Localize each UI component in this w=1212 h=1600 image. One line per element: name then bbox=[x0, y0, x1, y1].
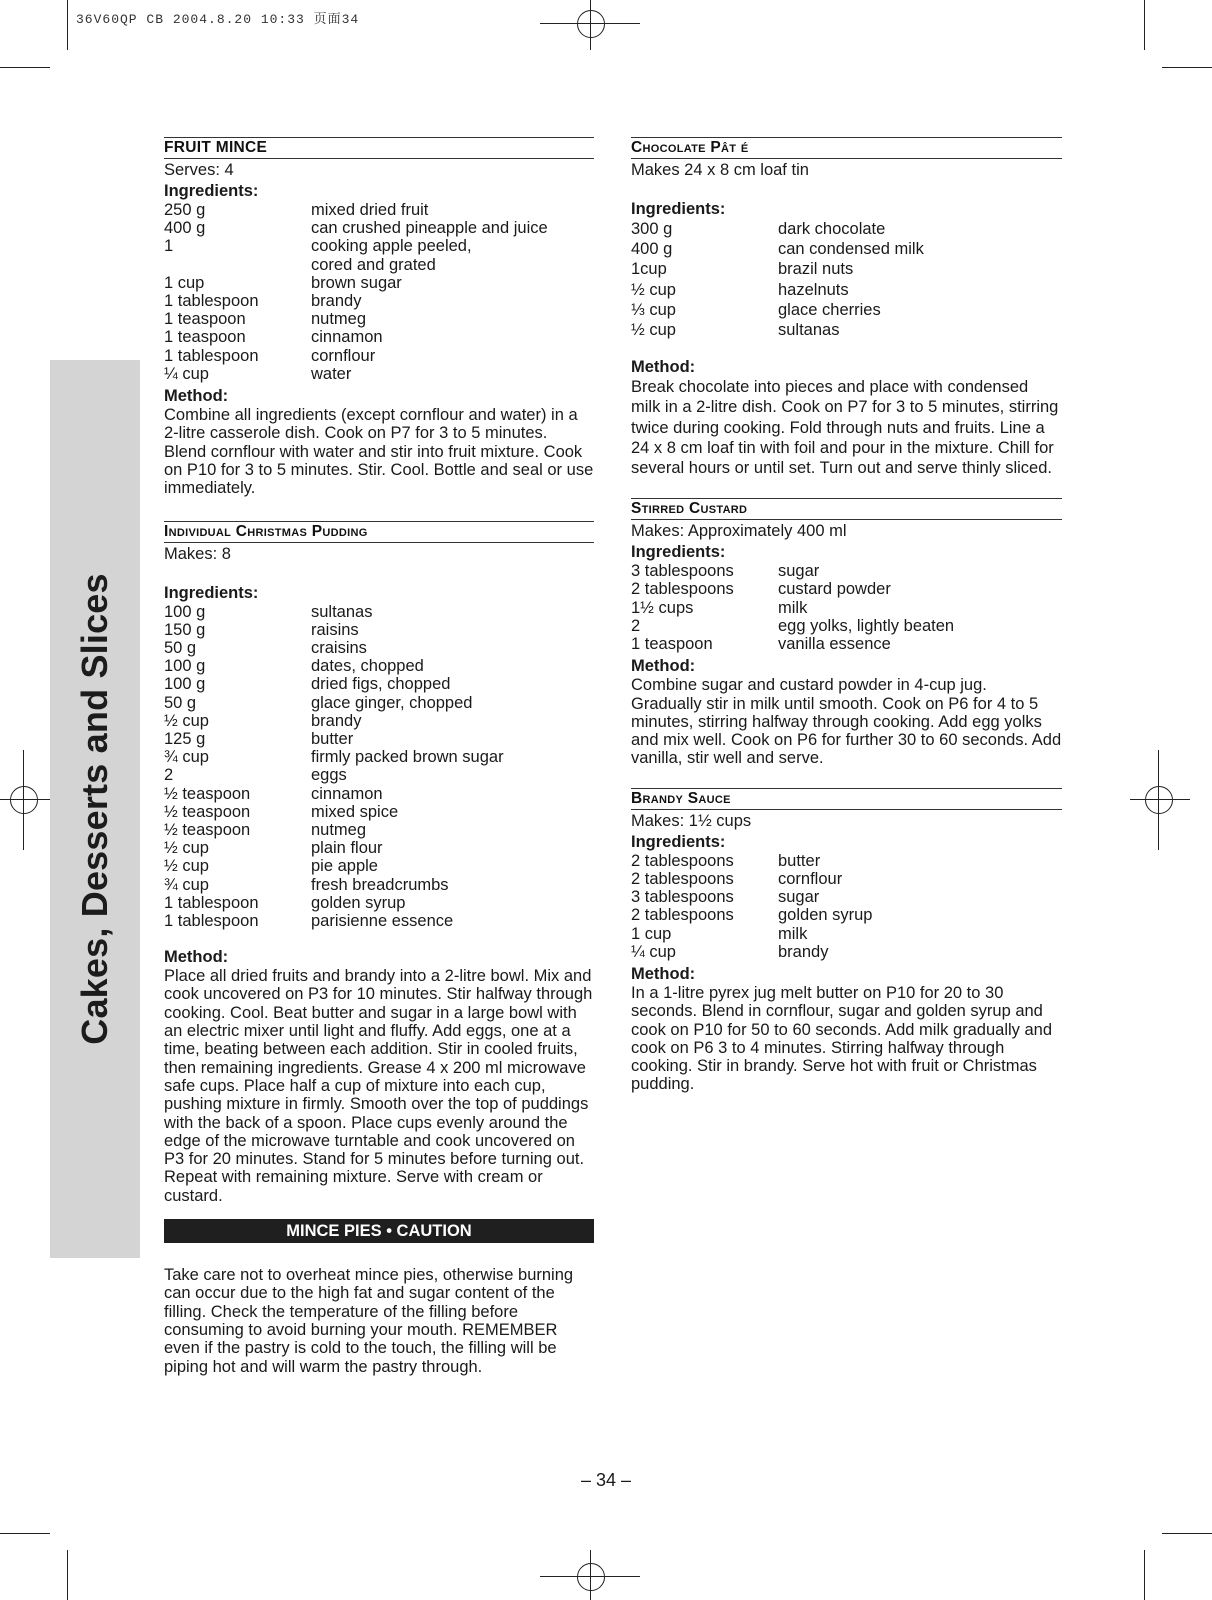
ingredient-name: cinnamon bbox=[311, 328, 383, 347]
recipe-title: FRUIT MINCE bbox=[164, 137, 594, 159]
ingredient-row bbox=[631, 239, 1062, 259]
ingredient-row bbox=[164, 639, 594, 657]
ingredient-name: fresh breadcrumbs bbox=[311, 875, 449, 894]
ingredient-quantity: ½ cup bbox=[631, 321, 676, 340]
ingredient-quantity: ½ teaspoon bbox=[164, 802, 251, 821]
ingredient-name: vanilla essence bbox=[778, 635, 891, 654]
print-header: 36V60QP CB 2004.8.20 10:33 页面34 bbox=[76, 12, 360, 27]
ingredient-row bbox=[164, 694, 594, 712]
method-label: Method: bbox=[631, 964, 696, 983]
ingredient-quantity: ¼ cup bbox=[631, 942, 676, 961]
ingredient-quantity: ½ cup bbox=[631, 280, 676, 299]
ingredient-name: mixed spice bbox=[311, 802, 399, 821]
ingredient-row bbox=[631, 280, 1062, 300]
ingredient-name: egg yolks, lightly beaten bbox=[778, 616, 955, 635]
ingredient-row bbox=[631, 300, 1062, 320]
ingredient-name: eggs bbox=[311, 766, 347, 785]
ingredient-name: water bbox=[311, 364, 352, 383]
method-text: Break chocolate into pieces and place with condensed milk in a 2-litre dish. Cook on P7 for 3 to 5 minutes, stirring twice during cooking. Fold through nuts and fruits. Line a 24 x 8 cm loaf tin with foil and pour in the mixture. Chill for several hours or until set. Turn out and serve thinly sliced. bbox=[631, 378, 1059, 478]
ingredient-quantity: 300 g bbox=[631, 220, 673, 238]
ingredient-row bbox=[164, 237, 594, 255]
ingredient-quantity: 1cup bbox=[631, 260, 667, 279]
ingredient-row bbox=[631, 562, 1062, 580]
ingredient-name: sultanas bbox=[311, 602, 373, 621]
ingredient-name: mixed dried fruit bbox=[311, 201, 429, 219]
ingredients-list bbox=[164, 603, 594, 931]
ingredient-quantity: ⅓ cup bbox=[631, 300, 676, 319]
ingredient-name: can crushed pineapple and juice bbox=[311, 219, 548, 238]
ingredient-name: firmly packed brown sugar bbox=[311, 748, 504, 767]
ingredient-quantity: 1 bbox=[164, 237, 174, 256]
ingredient-quantity: 125 g bbox=[164, 729, 206, 748]
section-title: Cakes, Desserts and Slices bbox=[74, 573, 115, 1045]
ingredient-name: butter bbox=[311, 729, 354, 748]
ingredients-label: Ingredients: bbox=[631, 832, 726, 851]
page-number: – 34 – bbox=[580, 1470, 632, 1490]
recipe-yield: Serves: 4 bbox=[164, 161, 234, 179]
ingredient-row bbox=[631, 599, 1062, 617]
ingredient-quantity: 2 tablespoons bbox=[631, 580, 734, 599]
crop-mark bbox=[0, 1533, 50, 1534]
method-text: Combine sugar and custard powder in 4-cup jug. Gradually stir in milk until smooth. Cook on P6 for 4 to 5 minutes, stirring halfway through cooking. Add egg yolks and mix well. Cook on P6 for further 30 to 60 seconds. Add vanilla, stir well and serve. bbox=[631, 676, 1062, 768]
method-label: Method: bbox=[164, 948, 229, 967]
ingredient-quantity: 1 teaspoon bbox=[164, 328, 246, 347]
ingredient-name: golden syrup bbox=[778, 906, 873, 925]
ingredient-quantity: 100 g bbox=[164, 657, 206, 676]
recipe-yield: Makes: 8 bbox=[164, 544, 231, 563]
ingredient-quantity: ¾ cup bbox=[164, 748, 209, 767]
ingredient-name: brazil nuts bbox=[778, 260, 854, 279]
caution-box bbox=[164, 1219, 594, 1376]
ingredient-row bbox=[631, 852, 1062, 870]
ingredient-name: plain flour bbox=[311, 839, 383, 858]
ingredient-name: dark chocolate bbox=[778, 220, 886, 238]
ingredient-row bbox=[164, 821, 594, 839]
crop-mark bbox=[1144, 1550, 1145, 1600]
caution-title: MINCE PIES • CAUTION bbox=[164, 1219, 594, 1243]
ingredients-list bbox=[631, 852, 1062, 961]
ingredient-name: brandy bbox=[311, 711, 362, 730]
ingredients-list bbox=[631, 562, 1062, 653]
ingredient-row bbox=[631, 635, 1062, 653]
ingredient-quantity: 1 tablespoon bbox=[164, 292, 259, 311]
ingredient-row bbox=[631, 320, 1062, 340]
ingredient-name: sultanas bbox=[778, 321, 840, 340]
ingredient-quantity: 2 tablespoons bbox=[631, 869, 734, 888]
ingredient-quantity bbox=[164, 256, 311, 274]
ingredient-row bbox=[164, 274, 594, 292]
recipe-yield: Makes 24 x 8 cm loaf tin bbox=[631, 161, 809, 179]
ingredient-row bbox=[164, 876, 594, 894]
ingredient-quantity: 50 g bbox=[164, 693, 197, 712]
ingredient-name: dates, chopped bbox=[311, 657, 424, 676]
method-label: Method: bbox=[631, 657, 696, 676]
ingredients-list bbox=[631, 219, 1062, 340]
ingredient-quantity: 1 tablespoon bbox=[164, 346, 259, 365]
ingredient-quantity: 400 g bbox=[631, 240, 673, 259]
recipe-title: Brandy Sauce bbox=[631, 788, 1062, 810]
ingredient-name: sugar bbox=[778, 562, 820, 581]
ingredient-quantity: 250 g bbox=[164, 201, 206, 219]
ingredients-label: Ingredients: bbox=[631, 543, 726, 562]
ingredient-quantity: 150 g bbox=[164, 620, 206, 639]
recipe-yield: Makes: Approximately 400 ml bbox=[631, 522, 847, 541]
ingredient-name: brown sugar bbox=[311, 273, 402, 292]
crop-mark bbox=[1144, 0, 1145, 50]
ingredients-label: Ingredients: bbox=[164, 583, 259, 602]
ingredients-list bbox=[164, 201, 594, 383]
ingredient-row bbox=[164, 256, 594, 274]
ingredient-name: parisienne essence bbox=[311, 911, 454, 930]
left-column bbox=[164, 137, 594, 1376]
ingredient-name: cored and grated bbox=[311, 255, 436, 274]
ingredient-quantity: 50 g bbox=[164, 638, 197, 657]
ingredient-row bbox=[164, 894, 594, 912]
ingredient-row bbox=[631, 906, 1062, 924]
ingredient-name: cooking apple peeled, bbox=[311, 237, 472, 256]
recipe-brandy-sauce bbox=[631, 788, 1062, 1094]
ingredient-row bbox=[164, 785, 594, 803]
ingredient-quantity: ½ teaspoon bbox=[164, 820, 251, 839]
recipe-chocolate-pate bbox=[631, 137, 1062, 478]
ingredient-row bbox=[164, 839, 594, 857]
ingredient-quantity: 3 tablespoons bbox=[631, 888, 734, 907]
ingredient-quantity: 3 tablespoons bbox=[631, 562, 734, 581]
method-label: Method: bbox=[631, 358, 696, 377]
ingredient-quantity: ½ teaspoon bbox=[164, 784, 251, 803]
ingredient-quantity: 1 cup bbox=[164, 273, 205, 292]
ingredient-row bbox=[164, 657, 594, 675]
ingredient-quantity: 1 tablespoon bbox=[164, 893, 259, 912]
crop-mark bbox=[67, 1550, 68, 1600]
ingredient-quantity: 100 g bbox=[164, 602, 206, 621]
ingredient-quantity: 1 cup bbox=[631, 924, 672, 943]
method-label: Method: bbox=[164, 387, 229, 406]
ingredient-name: nutmeg bbox=[311, 820, 367, 839]
ingredient-row bbox=[631, 943, 1062, 961]
ingredient-quantity: 100 g bbox=[164, 675, 206, 694]
ingredient-quantity: 2 bbox=[164, 766, 174, 785]
ingredient-row bbox=[164, 328, 594, 346]
recipe-title: Chocolate Pât é bbox=[631, 137, 1062, 159]
ingredient-quantity: 2 bbox=[631, 616, 641, 635]
method-text: Combine all ingredients (except cornflour and water) in a 2-litre casserole dish. Cook on P7 for 3 to 5 minutes. Blend cornflour with water and stir into fruit mixture. Cook on P10 for 3 to 5 minutes. Stir. Cool. Bottle and seal or use immediately. bbox=[164, 406, 594, 498]
method-text: Place all dried fruits and brandy into a 2-litre bowl. Mix and cook uncovered on P3 for 10 minutes. Stir halfway through cooking. Cool. Beat butter and sugar in a large bowl with an electric mixer until light and fluffy. Add eggs, one at a time, beating between each addition. Stir in cooled fruits, then remaining ingredients. Grease 4 x 200 ml microwave safe cups. Place half a cup of mixture into each cup, pushing mixture in firmly. Smooth over the top of puddings with the back of a spoon. Place cups evenly around the edge of the microwave turntable and cook uncovered on P3 for 20 minutes. Stand for 5 minutes before turning out. Repeat with remaining mixture. Serve with cream or custard. bbox=[164, 967, 593, 1205]
ingredient-quantity: ¼ cup bbox=[164, 364, 209, 383]
ingredient-row bbox=[164, 621, 594, 639]
ingredient-row bbox=[164, 912, 594, 930]
ingredient-quantity: ½ cup bbox=[164, 839, 209, 858]
ingredient-name: craisins bbox=[311, 638, 367, 657]
ingredient-name: hazelnuts bbox=[778, 280, 849, 299]
ingredient-name: milk bbox=[778, 598, 808, 617]
ingredient-quantity: ½ cup bbox=[164, 857, 209, 876]
ingredient-row bbox=[164, 219, 594, 237]
ingredient-quantity: 1 tablespoon bbox=[164, 911, 259, 930]
ingredient-name: sugar bbox=[778, 888, 820, 907]
ingredient-row bbox=[164, 766, 594, 784]
ingredient-name: dried figs, chopped bbox=[311, 675, 451, 694]
ingredient-row bbox=[164, 675, 594, 693]
ingredient-name: pie apple bbox=[311, 857, 378, 876]
ingredient-name: cinnamon bbox=[311, 784, 383, 803]
ingredient-row bbox=[164, 201, 594, 219]
recipe-title: Individual Christmas Pudding bbox=[164, 521, 594, 543]
ingredient-quantity: 2 tablespoons bbox=[631, 851, 734, 870]
ingredient-name: glace ginger, chopped bbox=[311, 693, 473, 712]
ingredient-name: cornflour bbox=[778, 869, 843, 888]
ingredient-quantity: 1½ cups bbox=[631, 598, 694, 617]
ingredient-name: glace cherries bbox=[778, 300, 881, 319]
ingredient-row bbox=[631, 617, 1062, 635]
ingredient-name: cornflour bbox=[311, 346, 376, 365]
crop-mark bbox=[1162, 1533, 1212, 1534]
ingredient-quantity: ¾ cup bbox=[164, 875, 209, 894]
ingredient-name: butter bbox=[778, 851, 821, 870]
ingredient-name: milk bbox=[778, 924, 808, 943]
ingredient-quantity: 400 g bbox=[164, 219, 206, 238]
recipe-christmas-pudding bbox=[164, 521, 594, 1206]
ingredients-label: Ingredients: bbox=[631, 200, 726, 218]
ingredient-name: raisins bbox=[311, 620, 359, 639]
ingredient-name: custard powder bbox=[778, 580, 891, 599]
recipe-title: Stirred Custard bbox=[631, 498, 1062, 520]
ingredient-row bbox=[164, 292, 594, 310]
ingredient-row bbox=[631, 870, 1062, 888]
right-column bbox=[631, 137, 1062, 1094]
ingredient-row bbox=[631, 888, 1062, 906]
ingredient-name: brandy bbox=[311, 292, 362, 311]
ingredient-row bbox=[631, 259, 1062, 279]
ingredient-name: can condensed milk bbox=[778, 240, 924, 259]
crop-mark bbox=[1162, 67, 1212, 68]
ingredient-row bbox=[164, 857, 594, 875]
ingredients-label: Ingredients: bbox=[164, 182, 259, 200]
recipe-stirred-custard bbox=[631, 498, 1062, 768]
ingredient-row bbox=[631, 925, 1062, 943]
ingredient-row bbox=[164, 365, 594, 383]
ingredient-quantity: ½ cup bbox=[164, 711, 209, 730]
recipe-yield: Makes: 1½ cups bbox=[631, 811, 752, 830]
ingredient-row bbox=[164, 803, 594, 821]
crop-mark bbox=[67, 0, 68, 50]
caution-text: Take care not to overheat mince pies, otherwise burning can occur due to the high fat and sugar content of the filling. Check the temperature of the filling before consuming to avoid burning your mouth. REMEMBER even if the pastry is cold to the touch, the filling will be piping hot and will warm the pastry through. bbox=[164, 1266, 574, 1376]
ingredient-row bbox=[164, 730, 594, 748]
recipe-fruit-mince bbox=[164, 137, 594, 498]
ingredient-quantity: 1 teaspoon bbox=[631, 635, 713, 654]
ingredient-row bbox=[164, 310, 594, 328]
ingredient-name: golden syrup bbox=[311, 893, 406, 912]
ingredient-quantity: 2 tablespoons bbox=[631, 906, 734, 925]
ingredient-row bbox=[164, 712, 594, 730]
ingredient-row bbox=[164, 748, 594, 766]
ingredient-name: brandy bbox=[778, 942, 829, 961]
ingredient-quantity: 1 teaspoon bbox=[164, 310, 246, 329]
ingredient-row bbox=[631, 219, 1062, 239]
ingredient-name: nutmeg bbox=[311, 310, 367, 329]
crop-mark bbox=[0, 67, 50, 68]
method-text: In a 1-litre pyrex jug melt butter on P10 for 20 to 30 seconds. Blend in cornflour, sugar and golden syrup and cook on P10 for 50 to 60 seconds. Add milk gradually and cook on P6 3 to 4 minutes. Stirring halfway through cooking. Stir in brandy. Serve hot with fruit or Christmas pudding. bbox=[631, 983, 1053, 1094]
ingredient-row bbox=[631, 580, 1062, 598]
ingredient-row bbox=[164, 347, 594, 365]
ingredient-row bbox=[164, 603, 594, 621]
